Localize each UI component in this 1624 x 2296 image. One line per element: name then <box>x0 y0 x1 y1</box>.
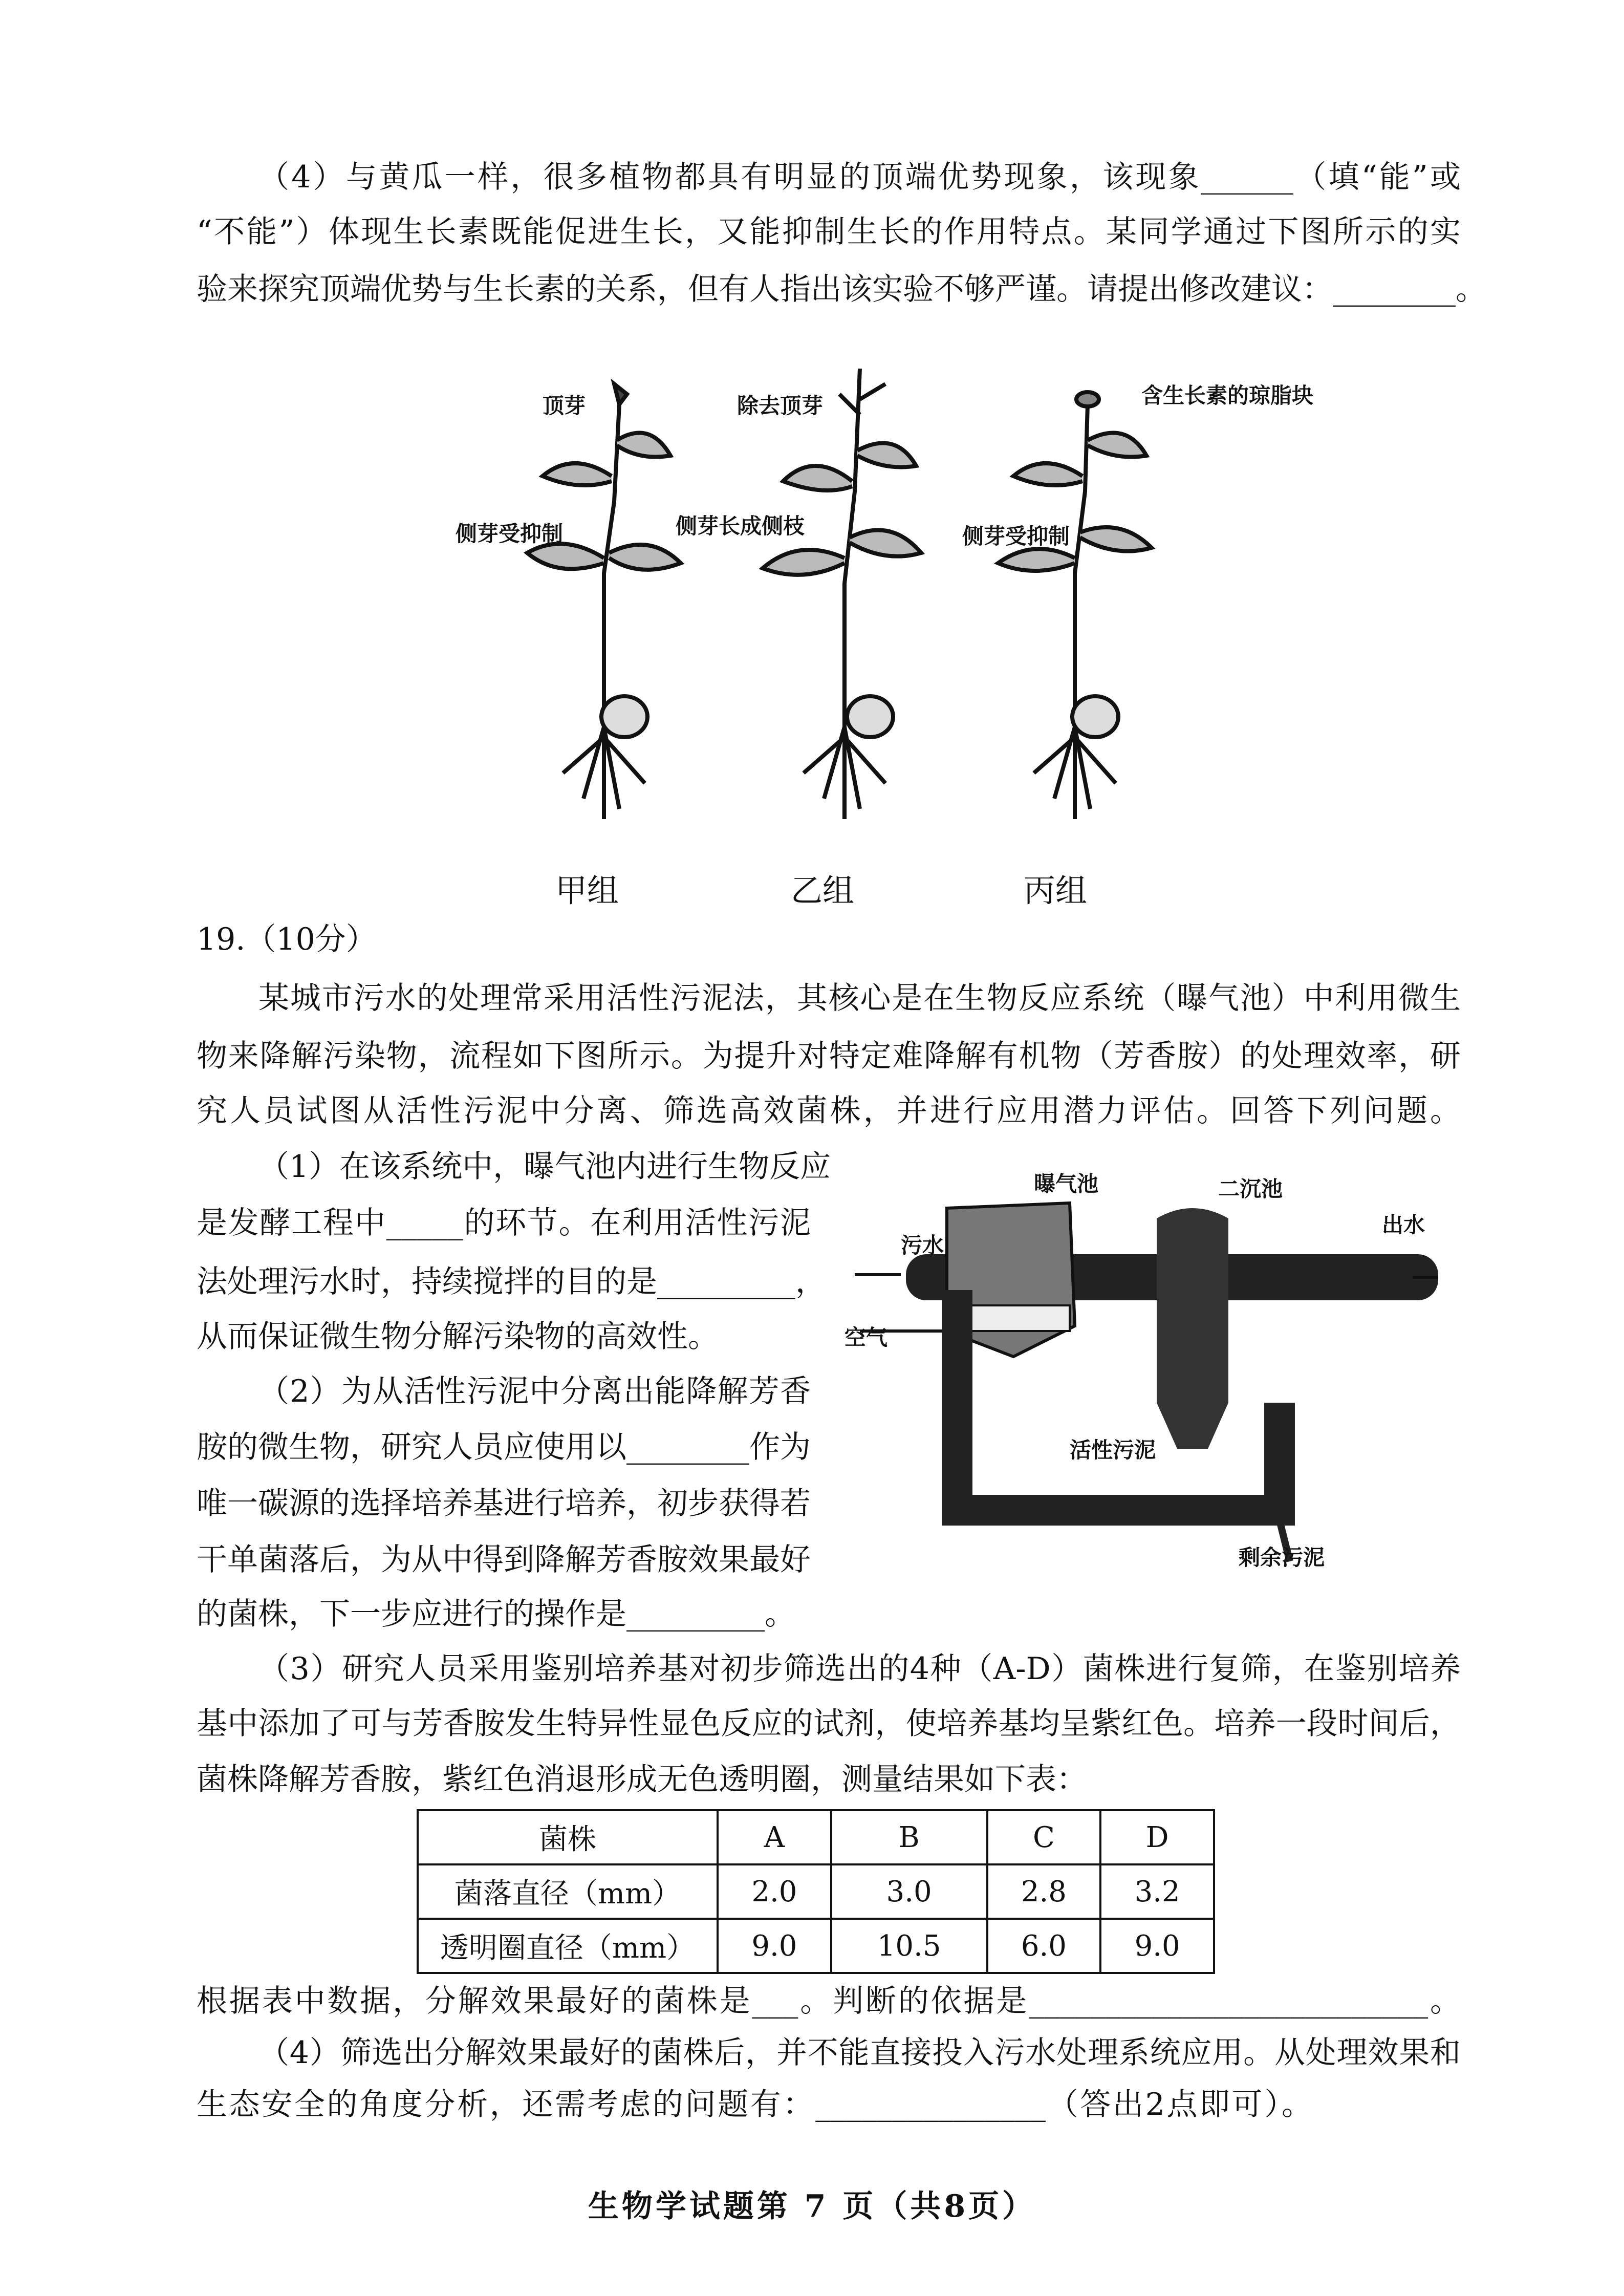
label-agar-block: 含生长素的琼脂块 <box>1141 383 1314 408</box>
text-line: （1）在该系统中，曝气池内进行生物反应 <box>258 1149 831 1185</box>
table-cell: 菌落直径（mm） <box>418 1864 718 1919</box>
text-line: （2）为从活性污泥中分离出能降解芳香 <box>258 1374 811 1409</box>
table-cell: 3.2 <box>1100 1864 1214 1919</box>
group-label: 丙组 <box>1024 872 1088 909</box>
text-line: 胺的微生物，研究人员应使用以________作为 <box>197 1429 811 1465</box>
text-line: 验来探究顶端优势与生长素的关系，但有人指出该实验不够严谨。请提出修改建议：________。 <box>197 271 1486 307</box>
text-line: 法处理污水时，持续搅拌的目的是_________， <box>197 1264 826 1300</box>
label-lateral-branch: 侧芽长成侧枝 <box>676 513 805 539</box>
table-header-cell: B <box>831 1810 987 1864</box>
label-lateral-inhibited: 侧芽受抑制 <box>456 521 564 546</box>
table-row <box>418 1919 1214 1973</box>
text-line: （4）筛选出分解效果最好的菌株后，并不能直接投入污水处理系统应用。从处理效果和 <box>258 2035 1461 2071</box>
table-cell: 2.8 <box>987 1864 1101 1919</box>
text-line: （4）与黄瓜一样，很多植物都具有明显的顶端优势现象，该现象______（填“能”或 <box>258 159 1461 195</box>
text-line: （3）研究人员采用鉴别培养基对初步筛选出的4种（A-D）菌株进行复筛，在鉴别培养 <box>258 1651 1461 1687</box>
table-row <box>418 1864 1214 1919</box>
text-line: 根据表中数据，分解效果最好的菌株是___。判断的依据是__________________________。 <box>197 1983 1461 2019</box>
label-secondary-tank: 二沉池 <box>1218 1176 1283 1201</box>
text-line: 唯一碳源的选择培养基进行培养，初步获得若 <box>197 1486 811 1521</box>
text-line: 某城市污水的处理常采用活性污泥法，其核心是在生物反应系统（曝气池）中利用微生 <box>258 980 1461 1016</box>
text-line: 基中添加了可与芳香胺发生特异性显色反应的试剂，使培养基均呈紫红色。培养一段时间后， <box>197 1706 1461 1742</box>
table-cell: 3.0 <box>831 1864 987 1919</box>
table-header-cell: C <box>987 1810 1101 1864</box>
question-header: 19.（10分） <box>197 921 377 957</box>
table-header-row <box>418 1810 1214 1864</box>
table-cell: 透明圈直径（mm） <box>418 1919 718 1973</box>
label-outflow: 出水 <box>1382 1212 1425 1237</box>
table-cell: 9.0 <box>1100 1919 1214 1973</box>
label-excess-sludge: 剩余污泥 <box>1239 1545 1325 1570</box>
label-air: 空气 <box>845 1325 888 1350</box>
table-header-cell: D <box>1100 1810 1214 1864</box>
text-line: 菌株降解芳香胺，紫红色消退形成无色透明圈，测量结果如下表： <box>197 1762 1087 1797</box>
table-cell: 6.0 <box>987 1919 1101 1973</box>
text-line: 干单菌落后，为从中得到降解芳香胺效果最好 <box>197 1542 811 1578</box>
text-line: 是发酵工程中_____的环节。在利用活性污泥 <box>197 1205 811 1241</box>
text-line: 从而保证微生物分解污染物的高效性。 <box>197 1319 719 1355</box>
page-footer: 生物学试题第 7 页（共8页） <box>588 2188 1036 2224</box>
label-sewage: 污水 <box>901 1233 944 1258</box>
strain-table <box>417 1809 1215 1974</box>
label-activated-sludge: 活性污泥 <box>1070 1437 1156 1463</box>
table-header-cell: 菌株 <box>418 1810 718 1864</box>
label-lateral-inhibited: 侧芽受抑制 <box>962 524 1070 549</box>
sewage-treatment-diagram <box>839 1162 1443 1582</box>
label-aeration-tank: 曝气池 <box>1034 1171 1099 1196</box>
table-header-cell: A <box>718 1810 831 1864</box>
text-line: 物来降解污染物，流程如下图所示。为提升对特定难降解有机物（芳香胺）的处理效率，研 <box>197 1038 1461 1074</box>
group-label: 甲组 <box>555 872 619 909</box>
text-line: “不能”）体现生长素既能促进生长，又能抑制生长的作用特点。某同学通过下图所示的实 <box>197 214 1461 250</box>
label-remove-apical: 除去顶芽 <box>737 393 824 418</box>
table-cell: 9.0 <box>718 1919 831 1973</box>
label-apical-bud: 顶芽 <box>543 393 586 418</box>
text-line: 究人员试图从活性污泥中分离、筛选高效菌株，并进行应用潜力评估。回答下列问题。 <box>197 1093 1461 1129</box>
text-line: 生态安全的角度分析，还需考虑的问题有：_______________（答出2点即可）。 <box>197 2087 1312 2122</box>
group-label: 乙组 <box>791 872 855 909</box>
text-line: 的菌株，下一步应进行的操作是_________。 <box>197 1596 795 1632</box>
table-cell: 10.5 <box>831 1919 987 1973</box>
table-cell: 2.0 <box>718 1864 831 1919</box>
